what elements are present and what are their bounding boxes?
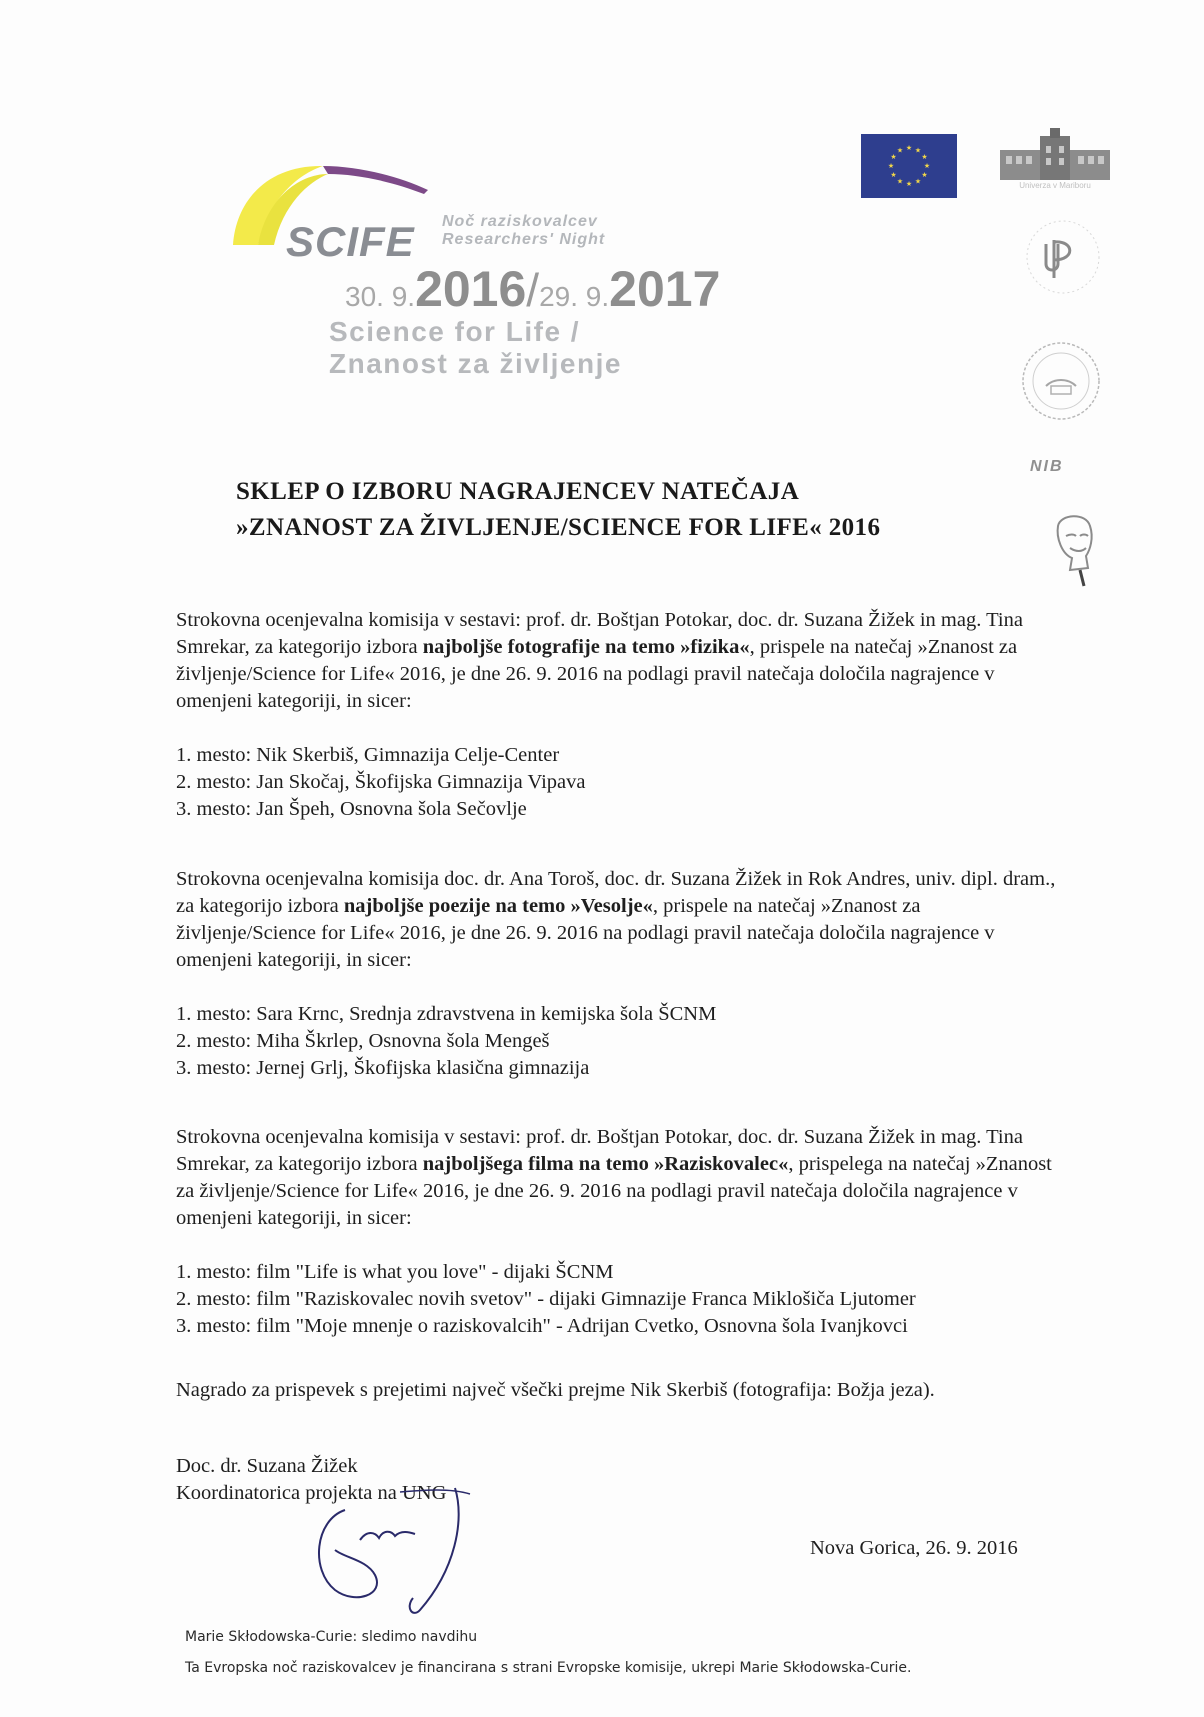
tagline-en: Science for Life / <box>329 316 581 347</box>
scife-wordmark: SCIFE <box>286 218 415 265</box>
list-item: 2. mesto: Jan Skočaj, Škofijska Gimnazija Vipava <box>176 771 586 793</box>
event-dates <box>345 260 720 318</box>
svg-text:★: ★ <box>905 144 913 152</box>
svg-text:★: ★ <box>890 171 897 179</box>
section3-paragraph <box>176 1124 1056 1232</box>
tagline <box>329 316 622 380</box>
university-caption: Univerza v Mariboru <box>1019 181 1091 190</box>
svg-text:★: ★ <box>914 146 922 155</box>
date2: 29. 9. <box>539 281 610 312</box>
likes-award-paragraph: Nagrado za prispevek s prejetimi največ všečki prejme Nik Skerbiš (fotografija: Božja jeza). <box>176 1379 935 1401</box>
list-item: 1. mesto: Sara Krnc, Srednja zdravstvena in kemijska šola ŠCNM <box>176 1003 717 1025</box>
night-label-si: Noč raziskovalcev <box>442 213 598 230</box>
section2-winners <box>176 1001 1056 1082</box>
signatory-role: Koordinatorica projekta na UNG <box>176 1482 447 1504</box>
list-item: 3. mesto: Jernej Grlj, Škofijska klasična gimnazija <box>176 1057 590 1079</box>
list-item: 3. mesto: Jan Špeh, Osnovna šola Sečovlje <box>176 798 527 820</box>
signatory-name: Doc. dr. Suzana Žižek <box>176 1455 358 1477</box>
footer-funding-note: Ta Evropska noč raziskovalcev je financirana s strani Evropske komisije, ukrepi Marie Skłodowska-Curie. <box>185 1660 912 1676</box>
section2-paragraph <box>176 866 1056 974</box>
tagline-si: Znanost za življenje <box>329 348 622 379</box>
scife-logo <box>228 160 468 270</box>
section3-category: najboljšega filma na temo »Raziskovalec« <box>422 1153 789 1175</box>
svg-text:★: ★ <box>905 180 913 188</box>
section1-paragraph <box>176 607 1056 715</box>
date1: 30. 9. <box>345 281 416 312</box>
svg-text:★: ★ <box>921 171 928 179</box>
document-title <box>236 474 880 546</box>
night-label-en: Researchers' Night <box>442 231 606 248</box>
section1-category: najboljše fotografije na temo »fizika« <box>422 636 750 658</box>
section3-text-before: Strokovna ocenjevalna komisija v sestavi: prof. dr. Boštjan Potokar, doc. dr. Suzana Žižek in mag. Tina Smrekar, za kategorijo izbora <box>176 1126 1023 1175</box>
section2-text-after: , prispele na natečaj »Znanost za življenje/Science for Life« 2016, je dne 26. 9. 2016 na podlagi pravil natečaja določila nagrajence v omenjeni kategoriji, in sicer: <box>176 895 995 971</box>
handwritten-signature <box>305 1480 505 1630</box>
section1-winners <box>176 742 1056 823</box>
up-university-icon <box>1024 218 1102 296</box>
year2: 2017 <box>609 261 721 317</box>
title-line1: SKLEP O IZBORU NAGRAJENCEV NATEČAJA <box>236 478 800 505</box>
list-item: 2. mesto: Miha Škrlep, Osnovna šola Mengeš <box>176 1030 550 1052</box>
place-and-date: Nova Gorica, 26. 9. 2016 <box>810 1537 1018 1559</box>
section2-category: najboljše poezije na temo »Vesolje« <box>343 895 653 917</box>
section3-winners <box>176 1259 1056 1340</box>
svg-text:★: ★ <box>921 153 928 161</box>
date-separator: / <box>526 264 540 316</box>
ung-seal-icon <box>1018 338 1104 424</box>
section3-text-after: , prispelega na natečaj »Znanost za življenje/Science for Life« 2016, je dne 26. 9. 2016 na podlagi pravil natečaja določila nagrajence v omenjeni kategoriji, in sicer: <box>176 1153 1052 1229</box>
list-item: 1. mesto: film "Life is what you love" - dijaki ŠCNM <box>176 1261 614 1283</box>
svg-text:★: ★ <box>890 153 897 161</box>
svg-text:★: ★ <box>887 162 895 170</box>
list-item: 3. mesto: film "Moje mnenje o raziskovalcih" - Adrijan Cvetko, Osnovna šola Ivanjkovci <box>176 1315 908 1337</box>
section1-text-before: Strokovna ocenjevalna komisija v sestavi: prof. dr. Boštjan Potokar, doc. dr. Suzana Žižek in mag. Tina Smrekar, za kategorijo izbora <box>176 609 1023 658</box>
list-item: 2. mesto: film "Raziskovalec novih svetov" - dijaki Gimnazije Franca Miklošiča Ljutomer <box>176 1288 916 1310</box>
footer-motto: Marie Skłodowska-Curie: sledimo navdihu <box>185 1629 478 1645</box>
portrait-logo-icon <box>1040 508 1110 588</box>
section2-text-before: Strokovna ocenjevalna komisija doc. dr. Ana Toroš, doc. dr. Suzana Žižek in Rok Andres, univ. dipl. dram., za kategorijo izbora <box>176 868 1056 917</box>
svg-text:★: ★ <box>923 162 931 170</box>
svg-text:★: ★ <box>914 177 922 186</box>
svg-text:★: ★ <box>896 177 904 186</box>
section1-text-after: , prispele na natečaj »Znanost za življenje/Science for Life« 2016, je dne 26. 9. 2016 na podlagi pravil natečaja določila nagrajence v omenjeni kategoriji, in sicer: <box>176 636 1018 712</box>
list-item: 1. mesto: Nik Skerbiš, Gimnazija Celje-Center <box>176 744 560 766</box>
nib-logo: NIB <box>1030 458 1064 475</box>
svg-text:★: ★ <box>896 146 904 155</box>
title-line2: »ZNANOST ZA ŽIVLJENJE/SCIENCE FOR LIFE« 2016 <box>236 514 881 541</box>
researchers-night-label <box>442 213 605 249</box>
eu-flag-icon <box>861 134 957 198</box>
year1: 2016 <box>415 261 527 317</box>
